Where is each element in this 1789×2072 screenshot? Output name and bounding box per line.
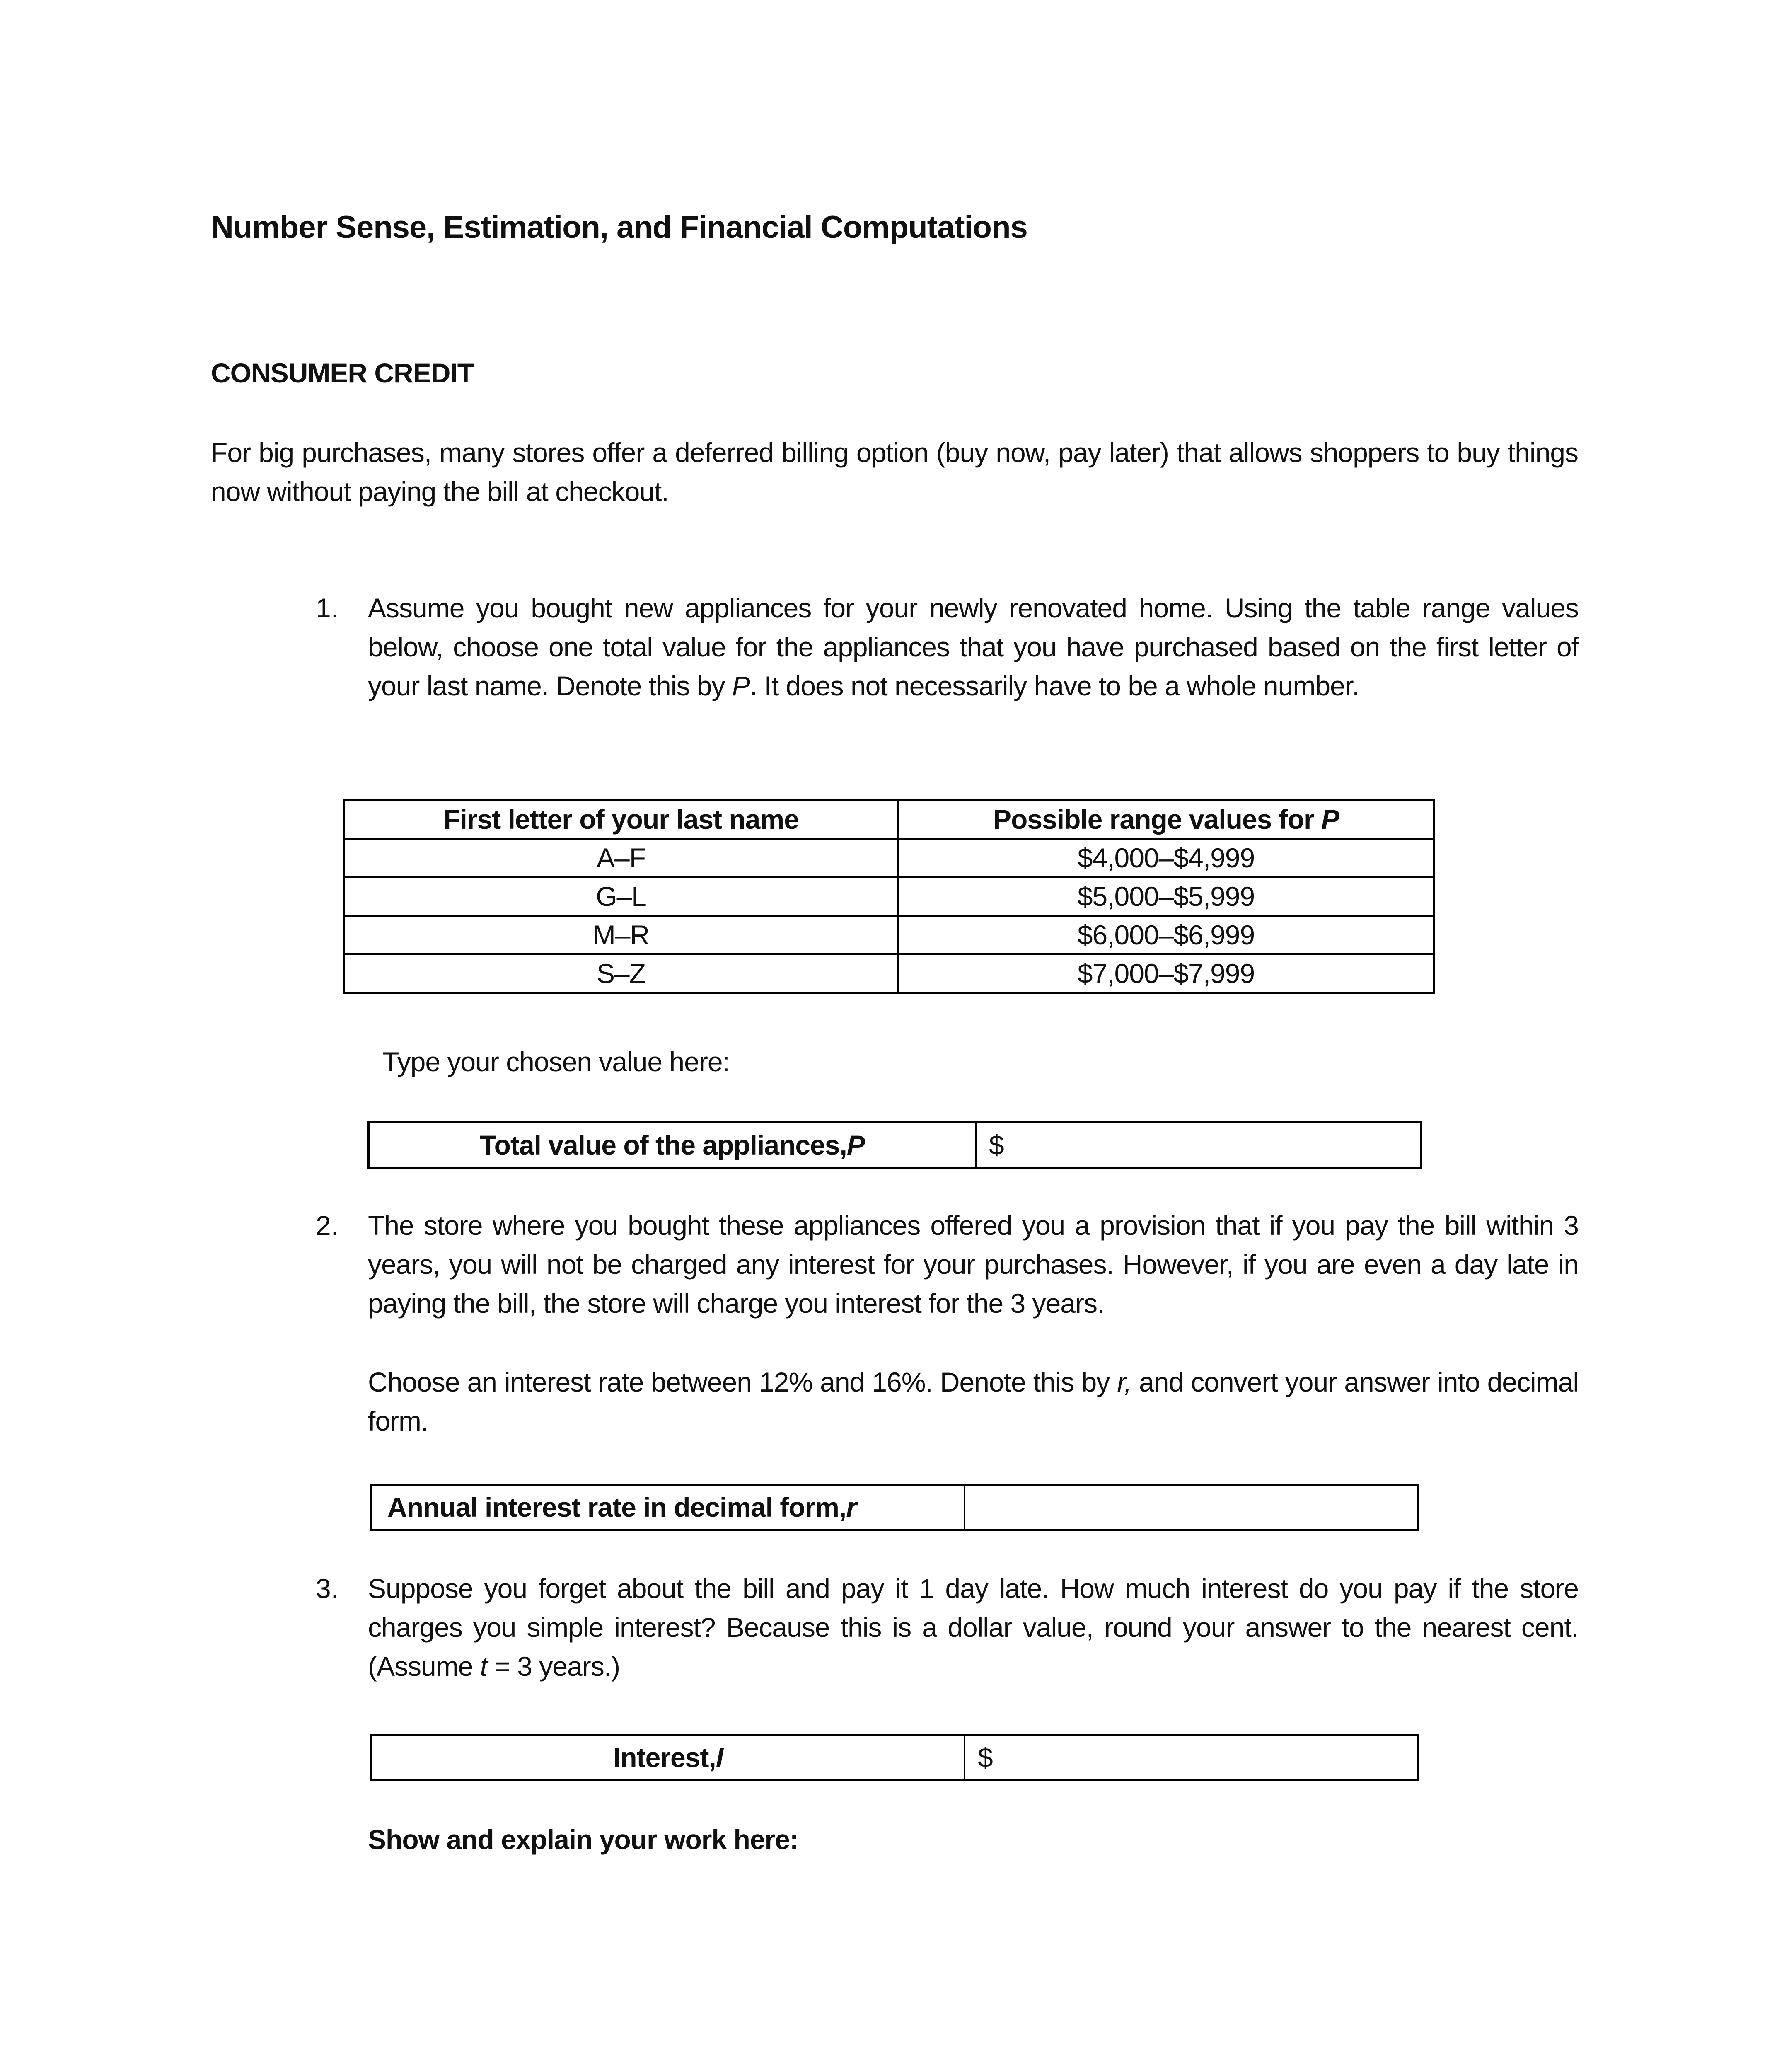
interest-rate-box [370,1484,1419,1531]
page-title: Number Sense, Estimation, and Financial Computations [211,210,1027,245]
section-heading: CONSUMER CREDIT [211,358,474,388]
table-cell: G–L [344,877,899,916]
question-1-text: Assume you bought new appliances for your newly renovated home. Using the table range values below, choose one total value for the appliances that you have purchased based on the first letter of your last name. Denote this by P. It does not necessarily have to be a whole number. [368,593,1579,701]
table-cell: M–R [344,916,899,954]
question-2-number: 2. [316,1210,339,1241]
table-header: First letter of your last name [344,800,899,839]
table-header-row [344,800,1434,839]
interest-label: Interest, I [372,1736,965,1779]
table-cell: $7,000–$7,999 [899,954,1434,993]
table-header: Possible range values for P [899,800,1434,839]
total-value-box [367,1121,1422,1169]
table-cell: $4,000–$4,999 [899,839,1434,877]
interest-rate-label: Annual interest rate in decimal form, r [372,1486,965,1529]
question-3-text: Suppose you forget about the bill and pay it 1 day late. How much interest do you pay if the store charges you simple interest? Because this is a dollar value, round your answer to the nearest cent. (Assume t = 3 years.) [368,1573,1579,1682]
total-value-input[interactable]: $ [989,1130,1004,1160]
table-cell: $6,000–$6,999 [899,916,1434,954]
question-1-number: 1. [316,593,339,623]
question-2-instruction: Choose an interest rate between 12% and 16%. Denote this by r, and convert your answer into decimal form. [368,1367,1579,1436]
work-prompt: Show and explain your work here: [368,1824,798,1855]
type-prompt: Type your chosen value here: [382,1046,730,1077]
table-row [344,877,1434,916]
table-row [344,916,1434,954]
total-value-label: Total value of the appliances, P [370,1123,977,1167]
interest-box [370,1734,1419,1781]
table-cell: $5,000–$5,999 [899,877,1434,916]
table-cell: A–F [344,839,899,877]
question-3-number: 3. [316,1573,339,1604]
interest-rate-input[interactable] [965,1486,1417,1529]
table-row [344,954,1434,993]
table-row [344,839,1434,877]
range-table [343,799,1435,994]
table-cell: S–Z [344,954,899,993]
interest-input[interactable]: $ [978,1742,993,1773]
intro-paragraph: For big purchases, many stores offer a deferred billing option (buy now, pay later) that allows shoppers to buy things now without paying the bill at checkout. [211,437,1578,507]
question-2-text: The store where you bought these appliances offered you a provision that if you pay the bill within 3 years, you will not be charged any interest for your purchases. However, if you are even a day late in paying the bill, the store will charge you interest for the 3 years. [368,1210,1579,1319]
